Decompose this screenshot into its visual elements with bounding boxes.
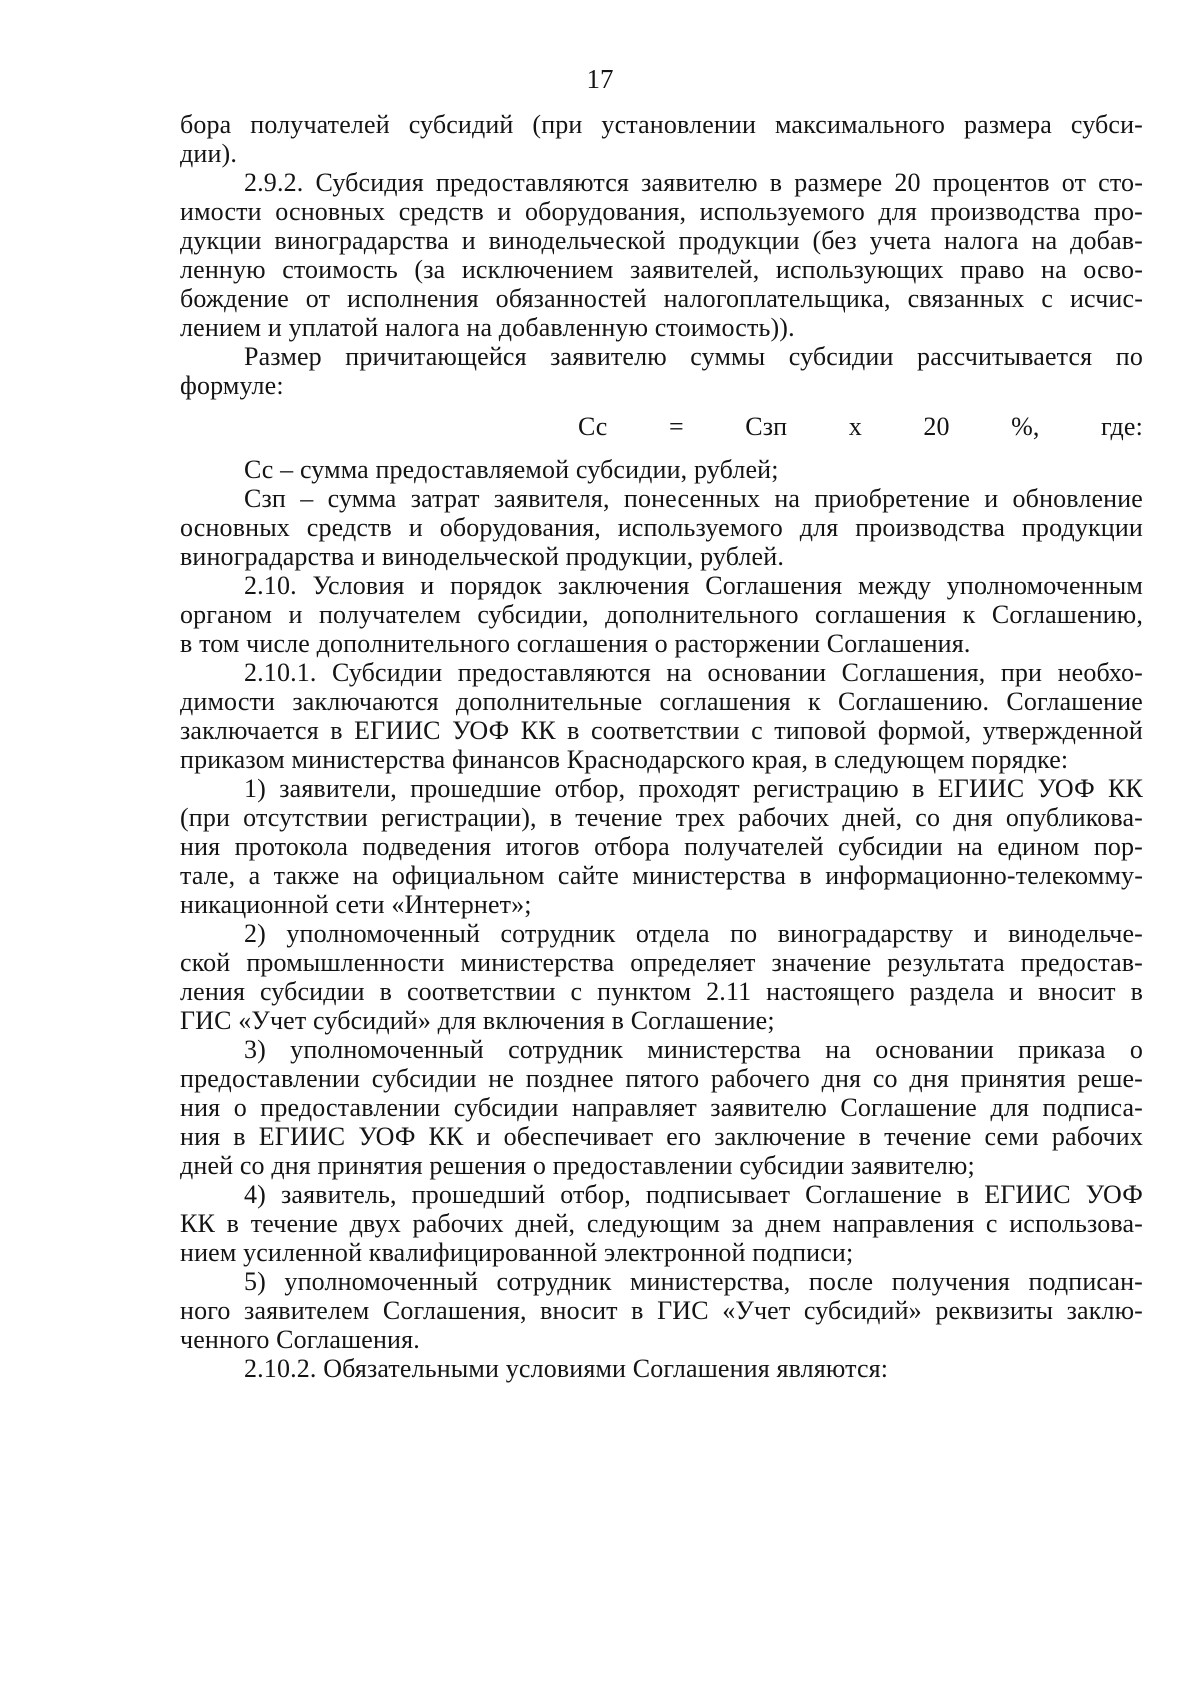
text-line: дукции виноградарства и винодельческой продукции (без учета налога на добав- — [180, 226, 1143, 255]
text-line: 2.9.2. Субсидия предоставляются заявителю в размере 20 процентов от сто- — [244, 168, 1143, 197]
text-line: 2) уполномоченный сотрудник отдела по виноградарству и винодельче- — [244, 919, 1143, 948]
text-line: в том числе дополнительного соглашения о расторжении Соглашения. — [180, 629, 971, 658]
page-number: 17 — [586, 64, 614, 94]
text-line: Сс – сумма предоставляемой субсидии, рублей; — [244, 455, 779, 484]
text-line: предоставлении субсидии не позднее пятого рабочего дня со дня принятия реше- — [180, 1064, 1143, 1093]
text-line: ления субсидии в соответствии с пунктом 2.11 настоящего раздела и вносит в — [180, 977, 1143, 1006]
paragraph-2-9-2 — [180, 168, 1143, 342]
text-line: 5) уполномоченный сотрудник министерства, после получения подписан- — [244, 1267, 1143, 1296]
text-line: тале, а также на официальном сайте министерства в информационно-телекомму- — [180, 861, 1143, 890]
text-line: органом и получателем субсидии, дополнительного соглашения к Соглашению, — [180, 600, 1143, 629]
text-line: никационной сети «Интернет»; — [180, 890, 532, 919]
list-item-3 — [180, 1035, 1143, 1180]
text-line: основных средств и оборудования, используемого для производства продукции — [180, 513, 1143, 542]
text-line: ния протокола подведения итогов отбора получателей субсидии на едином пор- — [180, 832, 1143, 861]
text-line: ного заявителем Соглашения, вносит в ГИС «Учет субсидий» реквизиты заклю- — [180, 1296, 1143, 1325]
list-item-5 — [180, 1267, 1143, 1354]
text-line: ния о предоставлении субсидии направляет заявителю Соглашение для подписа- — [180, 1093, 1143, 1122]
text-line: дии). — [180, 139, 237, 168]
text-line: ченного Соглашения. — [180, 1325, 420, 1354]
text-line: ния в ЕГИИС УОФ КК и обеспечивает его заключение в течение семи рабочих — [180, 1122, 1143, 1151]
text-line: 1) заявители, прошедшие отбор, проходят регистрацию в ЕГИИС УОФ КК — [244, 774, 1143, 803]
formula — [180, 412, 1143, 441]
paragraph-definition-czp — [180, 484, 1143, 571]
text-line: (при отсутствии регистрации), в течение трех рабочих дней, со дня опубликова- — [180, 803, 1143, 832]
text-line: бора получателей субсидий (при установлении максимального размера субси- — [180, 110, 1143, 139]
paragraph-2-10-1 — [180, 658, 1143, 774]
text-line: ГИС «Учет субсидий» для включения в Соглашение; — [180, 1006, 775, 1035]
text-line: имости основных средств и оборудования, используемого для производства про- — [180, 197, 1143, 226]
list-item-2 — [180, 919, 1143, 1035]
text-line: дней со дня принятия решения о предоставлении субсидии заявителю; — [180, 1151, 975, 1180]
text-line: 2.10.1. Субсидии предоставляются на основании Соглашения, при необхо- — [244, 658, 1143, 687]
text-line: 2.10. Условия и порядок заключения Соглашения между уполномоченным — [244, 571, 1143, 600]
text-line: виноградарства и винодельческой продукции, рублей. — [180, 542, 784, 571]
paragraph-2-10 — [180, 571, 1143, 658]
text-line: 4) заявитель, прошедший отбор, подписывает Соглашение в ЕГИИС УОФ — [244, 1180, 1143, 1209]
text-line: димости заключаются дополнительные соглашения к Соглашению. Соглашение — [180, 687, 1143, 716]
text-line: 3) уполномоченный сотрудник министерства на основании приказа о — [244, 1035, 1143, 1064]
text-line: ской промышленности министерства определяет значение результата предостав- — [180, 948, 1143, 977]
text-line: приказом министерства финансов Краснодарского края, в следующем порядке: — [180, 745, 1069, 774]
paragraph-2-10-2 — [180, 1354, 1143, 1383]
text-line: КК в течение двух рабочих дней, следующим за днем направления с использова- — [180, 1209, 1143, 1238]
text-line: формуле: — [180, 371, 284, 400]
text-line: Сзп – сумма затрат заявителя, понесенных на приобретение и обновление — [244, 484, 1143, 513]
paragraph-continuation — [180, 110, 1143, 168]
paragraph-definition-cc — [180, 455, 1143, 484]
list-item-1 — [180, 774, 1143, 919]
paragraph-formula-intro — [180, 342, 1143, 400]
formula-text: Сс = Сзп х 20 %, где: — [578, 412, 1143, 441]
text-line: заключается в ЕГИИС УОФ КК в соответствии с типовой формой, утвержденной — [180, 716, 1143, 745]
text-line: 2.10.2. Обязательными условиями Соглашения являются: — [244, 1354, 889, 1383]
text-line: ленную стоимость (за исключением заявителей, использующих право на осво- — [180, 255, 1143, 284]
list-item-4 — [180, 1180, 1143, 1267]
text-line: нием усиленной квалифицированной электронной подписи; — [180, 1238, 854, 1267]
text-line: Размер причитающейся заявителю суммы субсидии рассчитывается по — [244, 342, 1143, 371]
text-line: бождение от исполнения обязанностей налогоплательщика, связанных с исчис- — [180, 284, 1143, 313]
text-line: лением и уплатой налога на добавленную стоимость)). — [180, 313, 795, 342]
document-body — [180, 110, 1143, 1383]
